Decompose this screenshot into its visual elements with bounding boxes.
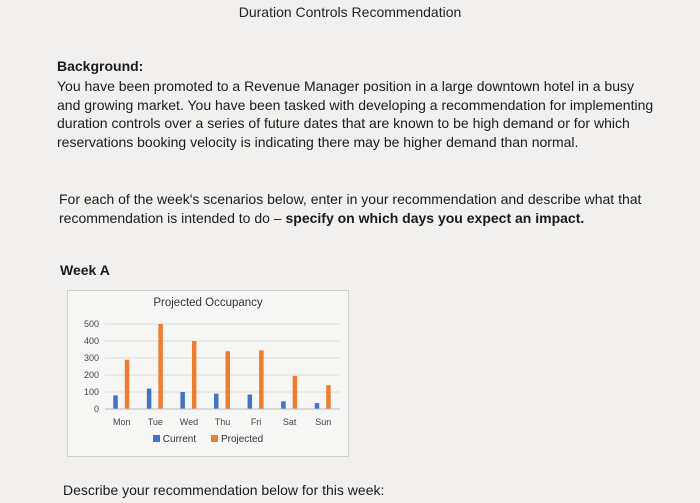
chart-title: Projected Occupancy [153, 297, 263, 309]
bar-projected-thu [226, 351, 231, 409]
x-tick-label: Fri [250, 417, 262, 427]
week-label: Week A [60, 262, 110, 278]
describe-prompt: Describe your recommendation below for this week: [63, 482, 385, 498]
y-tick-label: 400 [83, 336, 99, 346]
x-tick-label: Wed [179, 417, 199, 427]
chart-legend [68, 434, 348, 445]
instruction-emphasis: specify on which days you expect an impact. [285, 209, 585, 226]
x-tick-label: Thu [214, 417, 231, 427]
bar-projected-sat [293, 376, 298, 409]
bar-current-thu [214, 394, 219, 409]
legend-label-current: Current [162, 434, 197, 445]
x-tick-label: Sun [315, 417, 332, 427]
projected-occupancy-chart [67, 290, 349, 457]
background-heading: Background: [57, 58, 144, 74]
legend-swatch-current [153, 435, 160, 442]
bar-current-sun [315, 403, 320, 409]
bar-current-sat [281, 401, 286, 409]
bar-projected-tue [158, 324, 163, 409]
y-tick-label: 100 [83, 387, 99, 397]
instruction-main: For each of the week's scenarios below, enter in your recommendation and describe what that recommendation is intended to do – [59, 191, 642, 226]
background-text: You have been promoted to a Revenue Manager position in a large downtown hotel in a busy and growing market. You have been tasked with developing a recommendation for implementing duration controls over a series of future dates that are known to be high demand or for which reservations booking velocity is indicating there may be higher demand than normal. [57, 78, 654, 150]
legend-item-projected [211, 434, 263, 445]
bar-projected-fri [259, 350, 264, 409]
legend-swatch-projected [211, 435, 218, 442]
y-tick-label: 500 [83, 319, 99, 329]
bar-projected-sun [326, 385, 331, 409]
y-tick-label: 0 [93, 404, 99, 414]
y-tick-label: 200 [83, 370, 99, 380]
document-title: Duration Controls Recommendation [238, 4, 462, 20]
x-tick-label: Sat [282, 417, 297, 427]
bar-current-wed [180, 392, 185, 409]
bar-current-tue [147, 389, 152, 409]
y-tick-label: 300 [83, 353, 99, 363]
legend-item-current [153, 434, 196, 445]
x-tick-label: Tue [147, 417, 163, 427]
bar-current-fri [248, 395, 253, 409]
bar-projected-wed [192, 341, 197, 409]
legend-label-projected: Projected [220, 434, 264, 445]
bar-current-mon [113, 395, 118, 409]
bar-projected-mon [125, 360, 129, 409]
instruction-text [59, 190, 659, 227]
chart-plot [68, 291, 348, 456]
x-tick-label: Mon [113, 417, 131, 427]
